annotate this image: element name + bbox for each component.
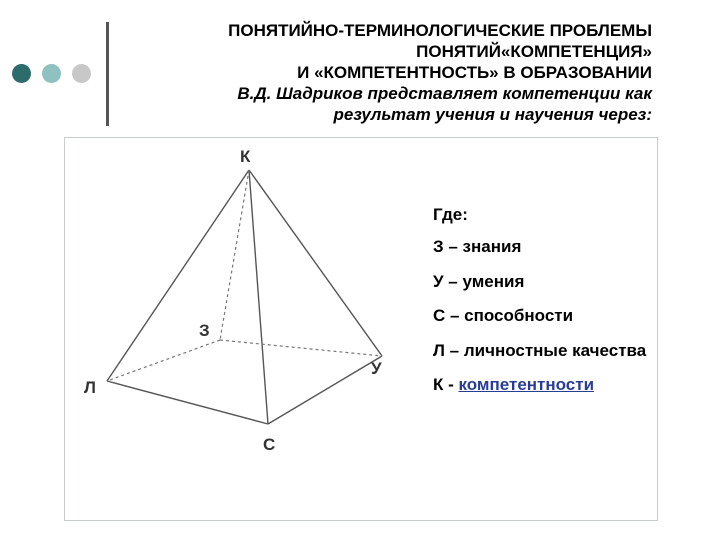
title-line-2: ПОНЯТИЙ«КОМПЕТЕНЦИЯ» bbox=[416, 42, 652, 61]
edge-left-front bbox=[107, 381, 268, 424]
edge-apex-left bbox=[107, 170, 249, 381]
title-line-3: И «КОМПЕТЕНТНОСТЬ» В ОБРАЗОВАНИИ bbox=[297, 63, 652, 82]
legend-item-skills: У – умения bbox=[433, 272, 525, 291]
edge-apex-right bbox=[249, 170, 382, 356]
vertex-label-front: С bbox=[263, 435, 276, 454]
edge-front-right bbox=[268, 356, 382, 424]
legend-item-competences-prefix: К - bbox=[433, 375, 459, 394]
vertex-label-back: З bbox=[199, 321, 210, 340]
edge-back-right bbox=[220, 340, 382, 356]
legend-item-competences bbox=[433, 375, 594, 395]
edge-apex-back bbox=[220, 170, 249, 340]
title-line-1: ПОНЯТИЙНО-ТЕРМИНОЛОГИЧЕСКИЕ ПРОБЛЕМЫ bbox=[228, 21, 652, 40]
edge-back-left bbox=[107, 340, 220, 381]
vertex-label-apex: К bbox=[240, 147, 251, 166]
legend-item-knowledge: З – знания bbox=[433, 237, 522, 256]
legend-item-personal-qualities: Л – личностные качества bbox=[433, 341, 647, 360]
legend-item-abilities: С – способности bbox=[433, 306, 574, 325]
competences-link[interactable]: компетентности bbox=[458, 375, 595, 394]
title-line-4: В.Д. Шадриков представляет компетенции как bbox=[237, 84, 652, 103]
edge-apex-front bbox=[249, 170, 268, 424]
legend-heading: Где: bbox=[433, 205, 468, 224]
vertex-label-right: У bbox=[371, 359, 382, 378]
vertex-label-left: Л bbox=[84, 378, 96, 397]
title-line-5: результат учения и научения через: bbox=[333, 105, 652, 124]
